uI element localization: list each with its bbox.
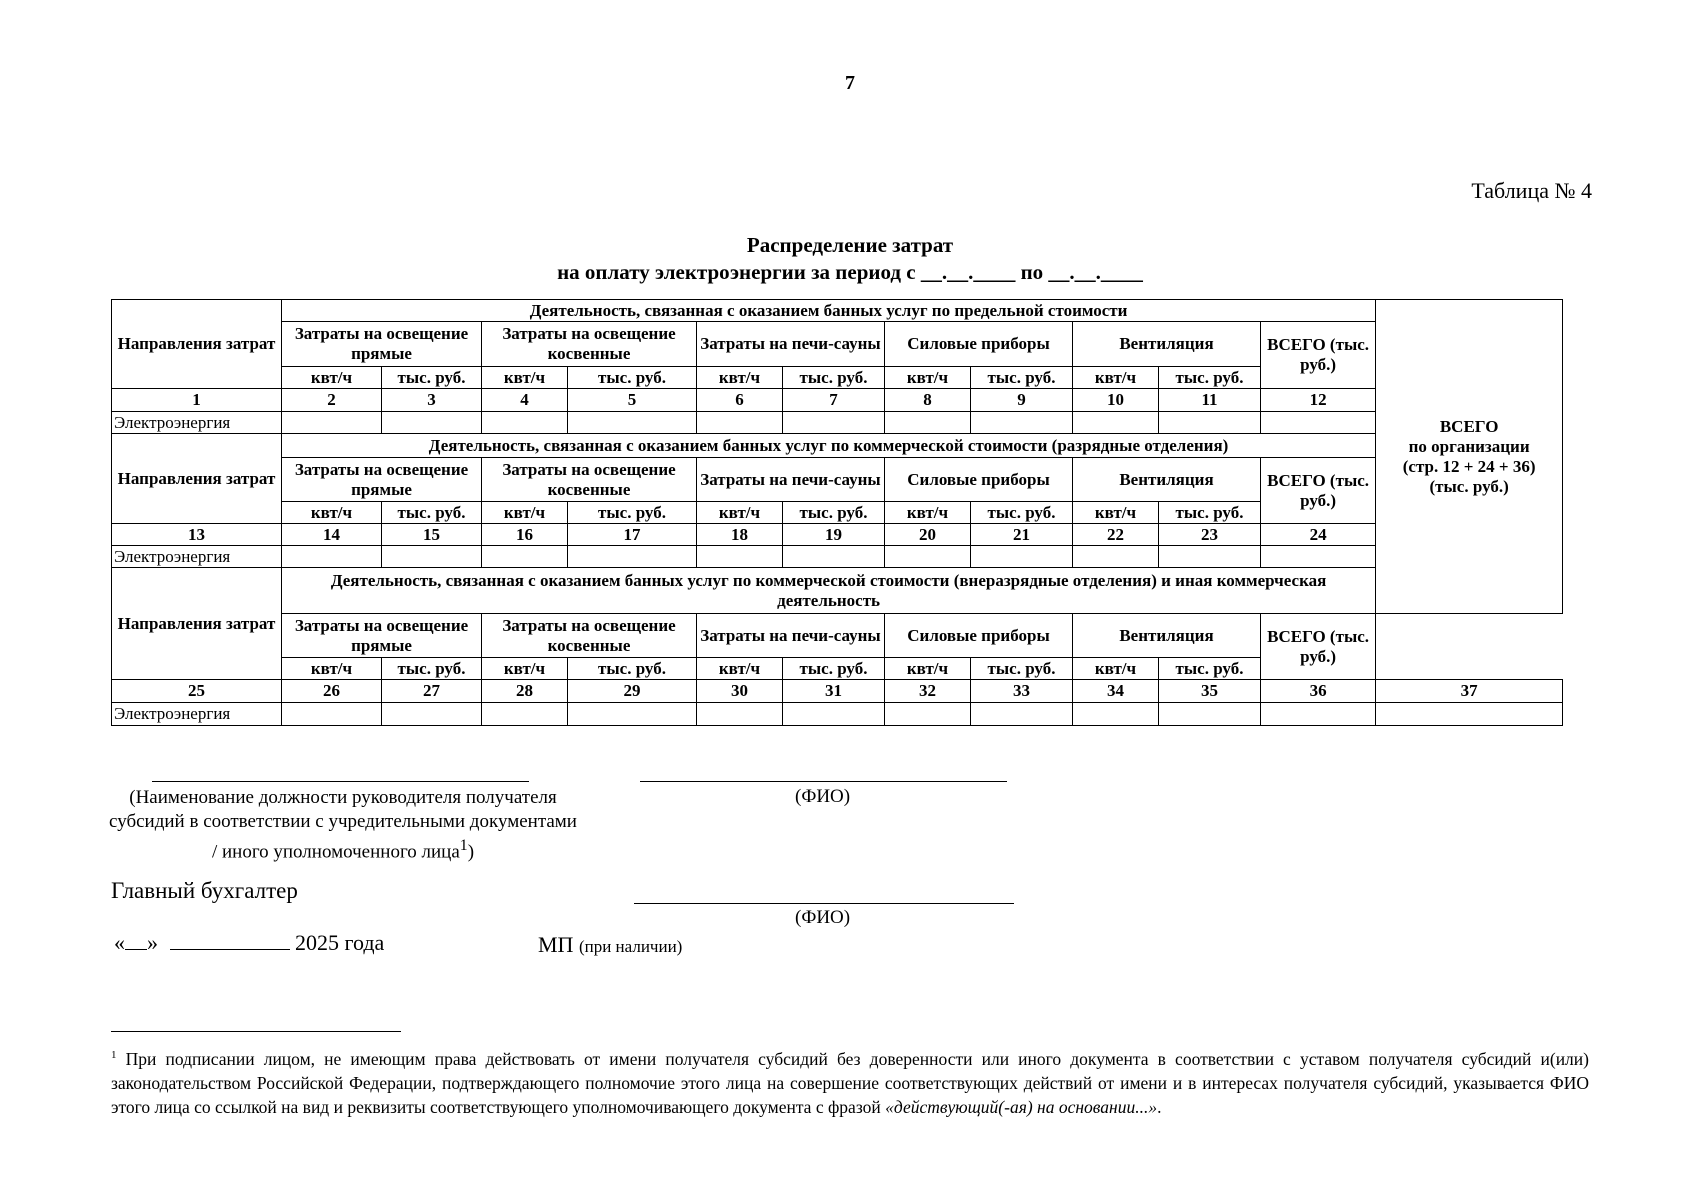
unit-kwh-cell: квт/ч [885, 658, 971, 680]
column-number-cell: 11 [1159, 389, 1261, 412]
unit-rub-cell: тыс. руб. [1159, 502, 1261, 524]
section-total-header: ВСЕГО (тыс. руб.) [1261, 614, 1376, 680]
column-number-cell: 23 [1159, 524, 1261, 546]
empty-data-cell [1261, 546, 1376, 568]
unit-rub-cell: тыс. руб. [971, 658, 1073, 680]
empty-data-cell [783, 546, 885, 568]
column-number-cell: 3 [382, 389, 482, 412]
seal-text: МП [538, 932, 574, 957]
empty-data-cell [885, 412, 971, 434]
day-blank [125, 949, 147, 950]
empty-data-cell [1073, 546, 1159, 568]
column-number-cell: 19 [783, 524, 885, 546]
unit-rub-cell: тыс. руб. [1159, 658, 1261, 680]
footnote-mark: 1 [111, 1049, 117, 1061]
section-title: Деятельность, связанная с оказанием банных услуг по предельной стоимости [282, 300, 1376, 322]
unit-rub-cell: тыс. руб. [783, 367, 885, 389]
section-1-number-row [112, 389, 1563, 412]
empty-data-cell [783, 703, 885, 726]
section-3-number-row [112, 680, 1563, 703]
group-header-lighting-direct: Затраты на освещение прямые [282, 322, 482, 367]
section-title: Деятельность, связанная с оказанием банных услуг по коммерческой стоимости (разрядные отделения) [282, 434, 1376, 458]
column-number-cell: 32 [885, 680, 971, 703]
column-number-cell: 33 [971, 680, 1073, 703]
date-quote-close: » [147, 930, 158, 955]
empty-data-cell [1159, 412, 1261, 434]
table-label: Таблица № 4 [1471, 178, 1592, 203]
column-number-cell: 13 [112, 524, 282, 546]
group-header-ventilation: Вентиляция [1073, 322, 1261, 367]
page-number: 7 [845, 72, 855, 94]
column-number-cell: 14 [282, 524, 382, 546]
section-3-data-row [112, 703, 1563, 726]
fio-label-1: (ФИО) [795, 786, 851, 807]
unit-rub-cell: тыс. руб. [568, 502, 697, 524]
section-2-group-row [112, 458, 1563, 502]
column-number-cell: 10 [1073, 389, 1159, 412]
section-1-data-row [112, 412, 1563, 434]
group-header-power-devices: Силовые приборы [885, 458, 1073, 502]
electricity-row-label: Электроэнергия [112, 412, 282, 434]
group-header-lighting-indirect: Затраты на освещение косвенные [482, 458, 697, 502]
chief-accountant-label: Главный бухгалтер [111, 878, 298, 903]
org-total-line2: по организации [1408, 436, 1530, 456]
section-1-group-row [112, 322, 1563, 367]
column-number-cell: 30 [697, 680, 783, 703]
empty-data-cell [697, 412, 783, 434]
unit-kwh-cell: квт/ч [1073, 502, 1159, 524]
footnote-reference: 1 [459, 837, 468, 854]
footnote-end: . [1157, 1096, 1162, 1117]
month-blank [170, 949, 290, 950]
column-number-cell: 28 [482, 680, 568, 703]
column-number-cell: 18 [697, 524, 783, 546]
empty-data-cell [282, 412, 382, 434]
column-number-cell: 21 [971, 524, 1073, 546]
section-3-group-row [112, 614, 1563, 658]
column-number-cell: 2 [282, 389, 382, 412]
unit-kwh-cell: квт/ч [885, 502, 971, 524]
group-header-lighting-indirect: Затраты на освещение косвенные [482, 614, 697, 658]
empty-data-cell [1261, 703, 1376, 726]
column-number-cell: 4 [482, 389, 568, 412]
empty-data-cell [568, 703, 697, 726]
column-number-cell: 29 [568, 680, 697, 703]
column-number-cell: 17 [568, 524, 697, 546]
section-2-number-row [112, 524, 1563, 546]
column-number-cell: 24 [1261, 524, 1376, 546]
empty-data-cell [971, 546, 1073, 568]
unit-kwh-cell: квт/ч [282, 502, 382, 524]
empty-data-cell [971, 703, 1073, 726]
unit-kwh-cell: квт/ч [282, 367, 382, 389]
column-number-cell: 35 [1159, 680, 1261, 703]
empty-data-cell [1376, 703, 1563, 726]
position-signature-line [152, 781, 529, 782]
unit-kwh-cell: квт/ч [697, 367, 783, 389]
org-total-line3: (стр. 12 + 24 + 36) [1402, 456, 1536, 476]
unit-kwh-cell: квт/ч [282, 658, 382, 680]
position-description-close: ) [467, 841, 475, 863]
unit-rub-cell: тыс. руб. [382, 502, 482, 524]
seal-placeholder [538, 932, 682, 958]
group-header-lighting-direct: Затраты на освещение прямые [282, 614, 482, 658]
column-number-cell: 8 [885, 389, 971, 412]
section-1-title-row [112, 300, 1563, 322]
year-text: 2025 года [295, 930, 385, 955]
column-number-cell: 9 [971, 389, 1073, 412]
unit-rub-cell: тыс. руб. [382, 367, 482, 389]
column-number-cell: 22 [1073, 524, 1159, 546]
column-number-cell: 7 [783, 389, 885, 412]
footnote-rule [111, 1031, 401, 1032]
unit-rub-cell: тыс. руб. [783, 658, 885, 680]
empty-data-cell [382, 703, 482, 726]
unit-kwh-cell: квт/ч [482, 658, 568, 680]
group-header-lighting-indirect: Затраты на освещение косвенные [482, 322, 697, 367]
group-header-sauna-stoves: Затраты на печи-сауны [697, 458, 885, 502]
section-3-title-row [112, 568, 1563, 614]
position-description-text: (Наименование должности руководителя получателя субсидий в соответствии с учредительными документами / иного уполномоченного лица [109, 787, 577, 863]
empty-data-cell [697, 546, 783, 568]
empty-data-cell [482, 546, 568, 568]
empty-data-cell [1073, 412, 1159, 434]
section-total-header: ВСЕГО (тыс. руб.) [1261, 458, 1376, 524]
unit-rub-cell: тыс. руб. [568, 658, 697, 680]
unit-kwh-cell: квт/ч [482, 367, 568, 389]
footnote [111, 1043, 1589, 1119]
unit-rub-cell: тыс. руб. [971, 502, 1073, 524]
unit-kwh-cell: квт/ч [885, 367, 971, 389]
column-number-cell: 36 [1261, 680, 1376, 703]
empty-data-cell [885, 546, 971, 568]
empty-data-cell [697, 703, 783, 726]
empty-data-cell [1261, 412, 1376, 434]
unit-rub-cell: тыс. руб. [382, 658, 482, 680]
group-header-power-devices: Силовые приборы [885, 322, 1073, 367]
unit-rub-cell: тыс. руб. [1159, 367, 1261, 389]
column-number-cell: 12 [1261, 389, 1376, 412]
date-line [114, 930, 384, 956]
group-header-sauna-stoves: Затраты на печи-сауны [697, 614, 885, 658]
unit-rub-cell: тыс. руб. [971, 367, 1073, 389]
unit-rub-cell: тыс. руб. [568, 367, 697, 389]
empty-data-cell [1073, 703, 1159, 726]
column-number-cell: 26 [282, 680, 382, 703]
group-header-sauna-stoves: Затраты на печи-сауны [697, 322, 885, 367]
group-header-lighting-direct: Затраты на освещение прямые [282, 458, 482, 502]
unit-rub-cell: тыс. руб. [783, 502, 885, 524]
footnote-text: При подписании лицом, не имеющим права действовать от имени получателя субсидий без доверенности или иного документа в соответствии с уставом получателя субсидий и(или) законодательством Российской Федерации, подтверждающего полномочие этого лица на совершение соответствующих действий от имени и в интересах получателя субсидий, указывается ФИО этого лица со ссылкой на вид и реквизиты соответствующего уполномочивающего документа с фразой [111, 1048, 1589, 1117]
empty-data-cell [482, 412, 568, 434]
column-number-cell: 15 [382, 524, 482, 546]
empty-data-cell [382, 412, 482, 434]
org-total-number-cell: 37 [1376, 680, 1563, 703]
column-number-cell: 6 [697, 389, 783, 412]
seal-note: (при наличии) [578, 937, 683, 956]
unit-kwh-cell: квт/ч [1073, 367, 1159, 389]
empty-data-cell [783, 412, 885, 434]
electricity-row-label: Электроэнергия [112, 546, 282, 568]
unit-kwh-cell: квт/ч [697, 658, 783, 680]
empty-data-cell [971, 412, 1073, 434]
org-total-line1: ВСЕГО [1439, 416, 1499, 436]
empty-data-cell [282, 546, 382, 568]
empty-data-cell [568, 412, 697, 434]
empty-data-cell [568, 546, 697, 568]
unit-kwh-cell: квт/ч [1073, 658, 1159, 680]
column-number-cell: 16 [482, 524, 568, 546]
empty-data-cell [1159, 546, 1261, 568]
electricity-row-label: Электроэнергия [112, 703, 282, 726]
group-header-ventilation: Вентиляция [1073, 458, 1261, 502]
row-header-cell: Направления затрат [112, 568, 282, 680]
row-header-cell: Направления затрат [112, 300, 282, 389]
unit-kwh-cell: квт/ч [697, 502, 783, 524]
fio-signature-line [640, 781, 1007, 782]
section-2-data-row [112, 546, 1563, 568]
fio-label-2: (ФИО) [795, 907, 851, 928]
org-total-header [1376, 300, 1563, 614]
group-header-power-devices: Силовые приборы [885, 614, 1073, 658]
empty-data-cell [382, 546, 482, 568]
position-description [108, 786, 578, 864]
empty-data-cell [885, 703, 971, 726]
column-number-cell: 20 [885, 524, 971, 546]
title-line-1: Распределение затрат [746, 233, 954, 257]
column-number-cell: 25 [112, 680, 282, 703]
empty-data-cell [482, 703, 568, 726]
org-total-line4: (тыс. руб.) [1429, 476, 1509, 496]
empty-data-cell [1159, 703, 1261, 726]
section-title: Деятельность, связанная с оказанием банных услуг по коммерческой стоимости (внеразрядные отделения) и иная коммерческая деятельность [282, 568, 1376, 614]
date-quote-open: « [114, 930, 125, 955]
group-header-ventilation: Вентиляция [1073, 614, 1261, 658]
unit-kwh-cell: квт/ч [482, 502, 568, 524]
column-number-cell: 27 [382, 680, 482, 703]
empty-data-cell [282, 703, 382, 726]
section-total-header: ВСЕГО (тыс. руб.) [1261, 322, 1376, 389]
chief-accountant-signature-line [634, 903, 1014, 904]
column-number-cell: 34 [1073, 680, 1159, 703]
title-line-2: на оплату электроэнергии за период с __.__.____ по __.__.____ [557, 260, 1143, 284]
column-number-cell: 1 [112, 389, 282, 412]
row-header-cell: Направления затрат [112, 434, 282, 524]
cost-distribution-table [111, 299, 1563, 726]
document-title [0, 232, 1700, 286]
column-number-cell: 5 [568, 389, 697, 412]
footnote-quote: «действующий(-ая) на основании...» [885, 1096, 1158, 1117]
column-number-cell: 31 [783, 680, 885, 703]
section-2-title-row [112, 434, 1563, 458]
